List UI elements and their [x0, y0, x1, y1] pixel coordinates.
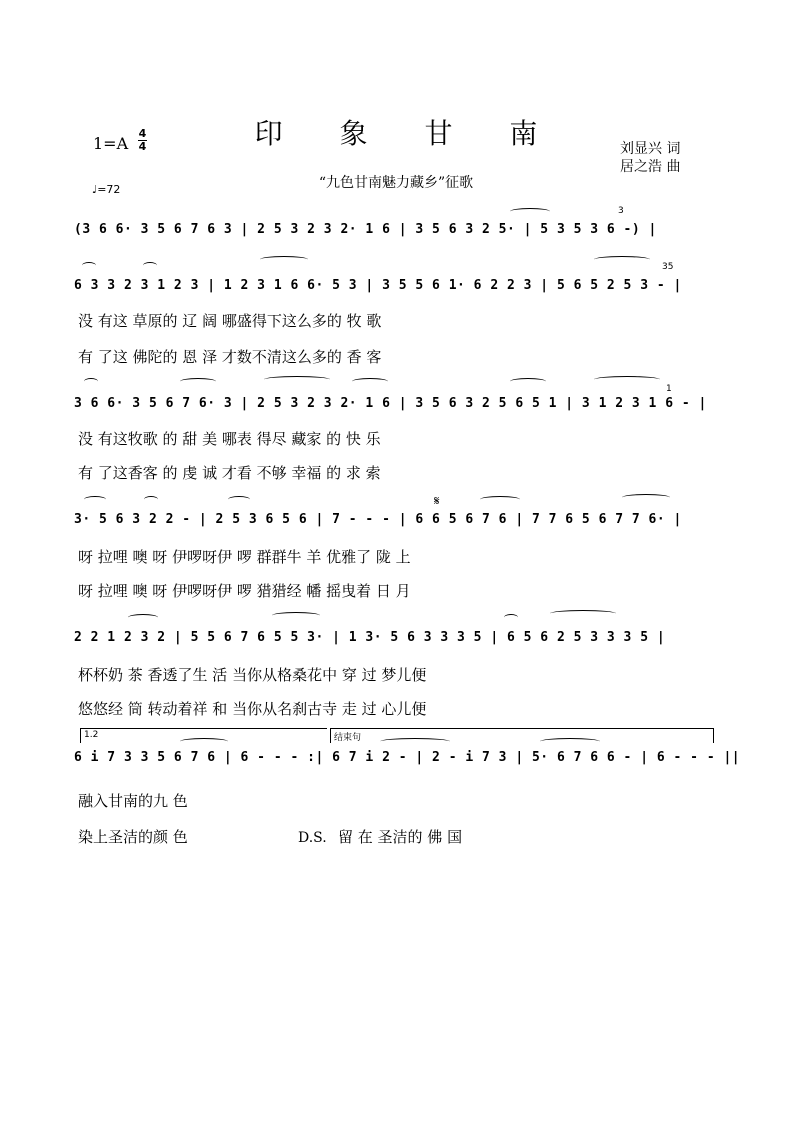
- slur: [504, 614, 518, 621]
- subtitle: “九色甘南魅力藏乡”征歌: [318, 175, 474, 191]
- lyrics-row-3-verse-1: 没 有这牧歌 的 甜 美 哪表 得尽 藏家 的 快 乐: [78, 430, 381, 448]
- lyrics-row-6-verse-1: 融入甘南的九 色: [78, 792, 188, 810]
- slur: [143, 262, 157, 269]
- lyrics-row-2-verse-2: 有 了这 佛陀的 恩 泽 才数不清这么多的 香 客: [78, 348, 382, 366]
- lyrics-row-3-verse-2: 有 了这香客 的 虔 诚 才看 不够 幸福 的 求 索: [78, 464, 381, 482]
- slur: [228, 496, 250, 503]
- slur: [510, 378, 546, 385]
- slur: [380, 738, 450, 745]
- lyrics-row-6-verse-2: 染上圣洁的颜 色: [78, 828, 188, 846]
- slur: [180, 378, 216, 385]
- slur: [128, 614, 158, 621]
- lyrics-row-5-verse-1: 杯杯奶 茶 香透了生 活 当你从格桑花中 穿 过 梦儿便: [78, 666, 427, 684]
- ending-lyrics: 留 在 圣洁的 佛 国: [338, 828, 463, 846]
- slur: [352, 378, 388, 385]
- lyrics-row-4-verse-1: 呀 拉哩 噢 呀 伊啰呀伊 啰 群群牛 羊 优雅了 陇 上: [78, 548, 411, 566]
- slur: [180, 738, 228, 745]
- slur: [550, 610, 616, 617]
- notation-row-5: 2 2 1 2 3 2 | 5 5 6 7 6 5 5 3· | 1 3· 5 6 3 3 3 5 | 6 5 6 2 5 3 3 3 5 |: [74, 630, 666, 645]
- slur: [480, 496, 520, 503]
- slur: [84, 496, 106, 503]
- slur: [510, 208, 550, 215]
- notation-row-2: 6 3 3 2 3 1 2 3 | 1 2 3 1 6 6· 5 3 | 3 5 5 6 1· 6 2 2 3 | 5 6 5 2 5 3 - |: [74, 278, 682, 293]
- notation-row-4: 3· 5 6 3 2 2 - | 2 5 3 6 5 6 | 7 - - - | 6 6 5 6 7 6 | 7 7 6 5 6 7 7 6· |: [74, 512, 682, 527]
- notation-row-6: 6 i 7 3 3 5 6 7 6 | 6 - - - :| 6 7 i 2 - | 2 - i 7 3 | 5· 6 7 6 6 - | 6 - - - ||: [74, 750, 741, 765]
- segno-sign: 𝄋: [434, 494, 440, 509]
- volta-1-label: 1.2: [84, 730, 99, 740]
- triplet-mark: 3: [618, 206, 624, 216]
- tempo-marking: ♩=72: [92, 183, 121, 196]
- slur: [622, 494, 670, 501]
- slur: [84, 378, 98, 385]
- slur: [82, 262, 96, 269]
- notation-row-3: 3 6 6· 3 5 6 7 6· 3 | 2 5 3 2 3 2· 1 6 | 3 5 6 3 2 5 6 5 1 | 3 1 2 3 1 6 - |: [74, 396, 707, 411]
- composer-credit: 居之浩 曲: [620, 159, 681, 175]
- time-signature: [138, 128, 147, 153]
- time-denominator: 4: [138, 140, 147, 153]
- lyrics-row-4-verse-2: 呀 拉哩 噢 呀 伊啰呀伊 啰 猎猎经 幡 摇曳着 日 月: [78, 582, 411, 600]
- slur: [272, 612, 320, 619]
- grace-note: 1: [666, 384, 672, 394]
- volta-2-label: 结束句: [334, 733, 362, 743]
- slur: [540, 738, 600, 745]
- grace-note: 35: [662, 262, 674, 272]
- song-title: 印 象 甘 南: [254, 117, 562, 150]
- slur: [594, 376, 660, 383]
- slur: [264, 376, 330, 383]
- slur: [144, 496, 158, 503]
- lyrics-row-2-verse-1: 没 有这 草原的 辽 阔 哪盛得下这么多的 牧 歌: [78, 312, 382, 330]
- dal-segno-mark: D.S.: [298, 830, 327, 846]
- lyricist-credit: 刘显兴 词: [620, 141, 681, 157]
- time-numerator: 4: [138, 127, 147, 140]
- lyrics-row-5-verse-2: 悠悠经 筒 转动着祥 和 当你从名刹古寺 走 过 心儿便: [78, 700, 427, 718]
- key-signature: 1=A: [93, 134, 129, 153]
- slur: [260, 256, 308, 263]
- notation-row-1: (3 6 6· 3 5 6 7 6 3 | 2 5 3 2 3 2· 1 6 | 3 5 6 3 2 5· | 5 3 5 3 6 -) |: [74, 222, 657, 237]
- slur: [594, 256, 650, 263]
